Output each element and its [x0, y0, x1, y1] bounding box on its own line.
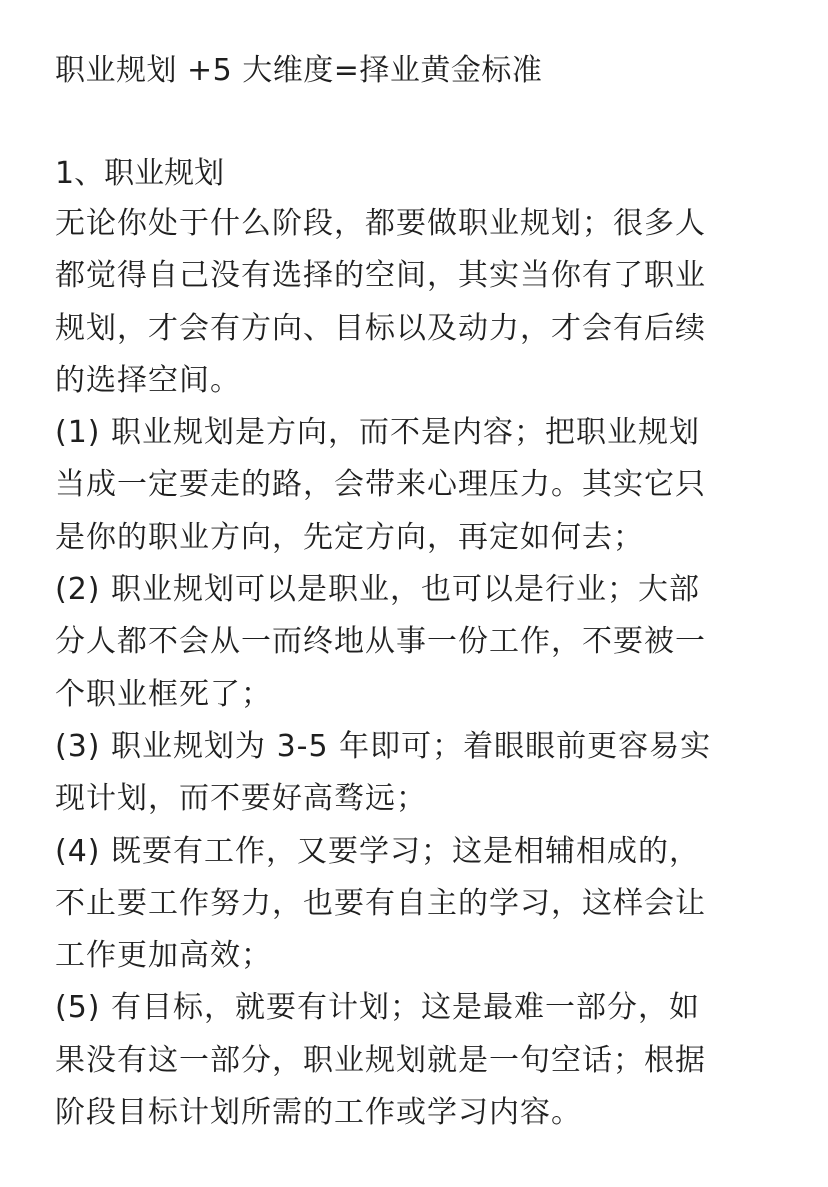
body-line: 个职业框死了； [55, 676, 272, 712]
body-line: 现计划，而不要好高骛远； [55, 781, 427, 817]
body-line: 工作更加高效； [55, 938, 272, 974]
body-line: 的选择空间。 [55, 362, 241, 398]
body-line: 果没有这一部分，职业规划就是一句空话；根据 [55, 1042, 706, 1078]
document-title: 职业规划 +5 大维度=择业黄金标准 [55, 53, 543, 88]
body-line: (3) 职业规划为 3-5 年即可；着眼眼前更容易实 [55, 728, 712, 764]
body-line: (5) 有目标，就要有计划；这是最难一部分，如 [55, 990, 701, 1026]
body-line: 无论你处于什么阶段，都要做职业规划；很多人 [55, 206, 706, 241]
body-line: (4) 既要有工作，又要学习；这是相辅相成的， [55, 833, 701, 869]
body-line: (1) 职业规划是方向，而不是内容；把职业规划 [55, 415, 701, 451]
section-heading: 1、职业规划 [55, 156, 225, 191]
body-line: (2) 职业规划可以是职业，也可以是行业；大部 [55, 572, 701, 608]
body-line: 当成一定要走的路，会带来心理压力。其实它只 [55, 467, 706, 503]
section-body [55, 198, 785, 1139]
body-line: 规划，才会有方向、目标以及动力，才会有后续 [55, 310, 706, 346]
body-line: 不止要工作努力，也要有自主的学习，这样会让 [55, 885, 706, 921]
body-line: 都觉得自己没有选择的空间，其实当你有了职业 [55, 258, 706, 294]
body-line: 阶段目标计划所需的工作或学习内容。 [55, 1095, 582, 1131]
body-line: 是你的职业方向，先定方向，再定如何去； [55, 519, 644, 555]
body-line: 分人都不会从一而终地从事一份工作，不要被一 [55, 624, 706, 660]
